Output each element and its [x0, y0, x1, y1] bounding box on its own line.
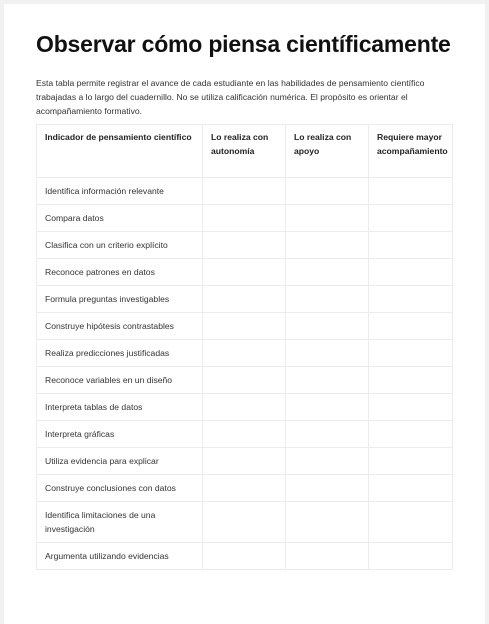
autonomy-cell[interactable] [203, 205, 286, 232]
table-row [37, 340, 453, 367]
indicator-cell: Interpreta tablas de datos [37, 394, 203, 421]
indicator-cell: Formula preguntas investigables [37, 286, 203, 313]
indicator-cell: Realiza predicciones justificadas [37, 340, 203, 367]
indicator-cell: Identifica información relevante [37, 178, 203, 205]
more-guidance-cell[interactable] [369, 502, 453, 543]
table-row [37, 448, 453, 475]
intro-paragraph: Esta tabla permite registrar el avance de cada estudiante en las habilidades de pensamiento científico trabajadas a lo largo del cuadernillo. No se utiliza calificación numérica. El propósito es orientar el acompañamiento formativo. [36, 78, 425, 116]
table-row [37, 232, 453, 259]
more-guidance-cell[interactable] [369, 259, 453, 286]
table-row [37, 543, 453, 570]
table-row [37, 502, 453, 543]
indicator-cell: Utiliza evidencia para explicar [37, 448, 203, 475]
header-autonomy: Lo realiza con autonomía [203, 125, 286, 178]
support-cell[interactable] [286, 543, 369, 570]
autonomy-cell[interactable] [203, 259, 286, 286]
more-guidance-cell[interactable] [369, 232, 453, 259]
support-cell[interactable] [286, 367, 369, 394]
indicator-cell: Interpreta gráficas [37, 421, 203, 448]
table-row [37, 421, 453, 448]
autonomy-cell[interactable] [203, 421, 286, 448]
table-row [37, 367, 453, 394]
more-guidance-cell[interactable] [369, 178, 453, 205]
support-cell[interactable] [286, 340, 369, 367]
autonomy-cell[interactable] [203, 232, 286, 259]
more-guidance-cell[interactable] [369, 205, 453, 232]
more-guidance-cell[interactable] [369, 313, 453, 340]
support-cell[interactable] [286, 448, 369, 475]
more-guidance-cell[interactable] [369, 421, 453, 448]
autonomy-cell[interactable] [203, 502, 286, 543]
page-title: Observar cómo piensa científicamente [36, 31, 451, 57]
table-row [37, 205, 453, 232]
autonomy-cell[interactable] [203, 448, 286, 475]
support-cell[interactable] [286, 502, 369, 543]
indicator-cell: Clasifica con un criterio explícito [37, 232, 203, 259]
more-guidance-cell[interactable] [369, 286, 453, 313]
support-cell[interactable] [286, 205, 369, 232]
more-guidance-cell[interactable] [369, 340, 453, 367]
support-cell[interactable] [286, 178, 369, 205]
header-support: Lo realiza con apoyo [286, 125, 369, 178]
support-cell[interactable] [286, 286, 369, 313]
table-row [37, 475, 453, 502]
header-indicator: Indicador de pensamiento científico [37, 125, 203, 178]
autonomy-cell[interactable] [203, 543, 286, 570]
more-guidance-cell[interactable] [369, 394, 453, 421]
autonomy-cell[interactable] [203, 394, 286, 421]
indicator-cell: Argumenta utilizando evidencias [37, 543, 203, 570]
table-row [37, 286, 453, 313]
autonomy-cell[interactable] [203, 367, 286, 394]
table-row [37, 313, 453, 340]
indicator-cell: Reconoce patrones en datos [37, 259, 203, 286]
indicator-cell: Reconoce variables en un diseño [37, 367, 203, 394]
table-header-row [37, 125, 453, 178]
table-row [37, 394, 453, 421]
autonomy-cell[interactable] [203, 475, 286, 502]
support-cell[interactable] [286, 232, 369, 259]
more-guidance-cell[interactable] [369, 448, 453, 475]
document-page [4, 4, 485, 624]
observation-table [36, 124, 453, 570]
support-cell[interactable] [286, 421, 369, 448]
indicator-cell: Identifica limitaciones de una investigación [37, 502, 203, 543]
more-guidance-cell[interactable] [369, 543, 453, 570]
table-row [37, 259, 453, 286]
indicator-cell: Construye conclusiones con datos [37, 475, 203, 502]
header-more-guidance: Requiere mayor acompañamiento [369, 125, 453, 178]
table-row [37, 178, 453, 205]
support-cell[interactable] [286, 394, 369, 421]
indicator-cell: Construye hipótesis contrastables [37, 313, 203, 340]
more-guidance-cell[interactable] [369, 475, 453, 502]
support-cell[interactable] [286, 313, 369, 340]
autonomy-cell[interactable] [203, 340, 286, 367]
autonomy-cell[interactable] [203, 313, 286, 340]
more-guidance-cell[interactable] [369, 367, 453, 394]
autonomy-cell[interactable] [203, 178, 286, 205]
autonomy-cell[interactable] [203, 286, 286, 313]
support-cell[interactable] [286, 259, 369, 286]
support-cell[interactable] [286, 475, 369, 502]
indicator-cell: Compara datos [37, 205, 203, 232]
